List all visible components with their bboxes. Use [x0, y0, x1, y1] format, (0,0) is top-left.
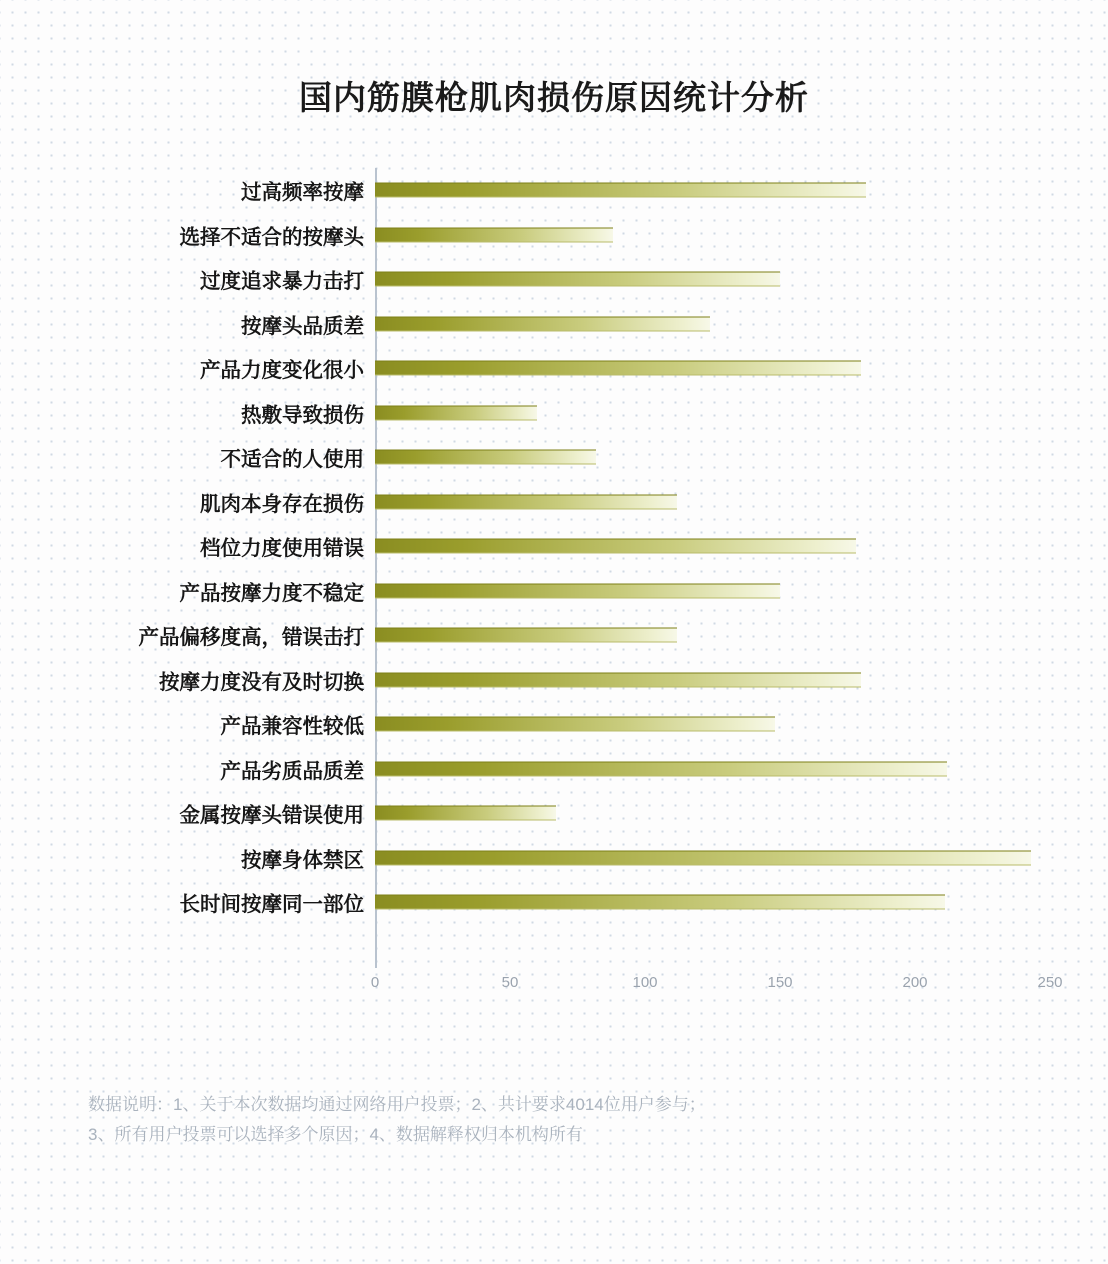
bar-track	[375, 257, 1050, 302]
x-axis	[370, 974, 1063, 1000]
bar-track	[375, 480, 1050, 525]
bar	[375, 361, 861, 376]
x-tick-label: 50	[501, 974, 519, 991]
category-label: 按摩头品质差	[241, 314, 364, 338]
bar-track	[375, 791, 1050, 836]
category-label: 按摩身体禁区	[241, 848, 364, 872]
category-label: 产品劣质品质差	[220, 759, 364, 783]
bar	[375, 672, 861, 687]
category-label: 肌肉本身存在损伤	[200, 492, 364, 516]
x-tick-label: 250	[1037, 974, 1063, 991]
x-tick-label: 150	[767, 974, 793, 991]
bar-row	[60, 213, 1050, 258]
bar-row	[60, 257, 1050, 302]
bar	[375, 628, 677, 643]
bar-row	[60, 391, 1050, 436]
bar	[375, 316, 710, 331]
bar-row	[60, 747, 1050, 792]
bar-track	[375, 747, 1050, 792]
category-label: 产品按摩力度不稳定	[179, 581, 364, 605]
bar-row	[60, 480, 1050, 525]
bar-row	[60, 613, 1050, 658]
x-tick-label: 0	[370, 974, 380, 991]
footnote-line-1: 数据说明：1、关于本次数据均通过网络用户投票；2、共计要求4014位用户参与；	[88, 1095, 706, 1114]
category-label: 选择不适合的按摩头	[179, 225, 364, 249]
bar-row	[60, 302, 1050, 347]
category-label: 档位力度使用错误	[200, 537, 364, 561]
bar-track	[375, 524, 1050, 569]
bar-track	[375, 302, 1050, 347]
bar	[375, 895, 945, 910]
bar-track	[375, 702, 1050, 747]
bar-row	[60, 702, 1050, 747]
bar	[375, 272, 780, 287]
footnote-line-2: 3、所有用户投票可以选择多个原因；4、数据解释权归本机构所有	[88, 1124, 583, 1144]
bar-row	[60, 658, 1050, 703]
bar-row	[60, 524, 1050, 569]
bar-row	[60, 346, 1050, 391]
bar	[375, 761, 947, 776]
bar-track	[375, 658, 1050, 703]
category-label: 过度追求暴力击打	[200, 270, 364, 294]
bar	[375, 717, 775, 732]
plot-area	[60, 168, 1063, 991]
x-tick-label: 200	[902, 974, 928, 991]
bar-row	[60, 569, 1050, 614]
bar-track	[375, 613, 1050, 658]
bar-row	[60, 435, 1050, 480]
bar	[375, 539, 856, 554]
bar-track	[375, 213, 1050, 258]
category-label: 金属按摩头错误使用	[179, 804, 364, 828]
category-label: 产品力度变化很小	[200, 359, 364, 383]
bar-track	[375, 168, 1050, 213]
bar-track	[375, 569, 1050, 614]
bar-row	[60, 880, 1050, 925]
bar-row	[60, 168, 1050, 213]
bar-track	[375, 836, 1050, 881]
category-label: 热敷导致损伤	[241, 403, 364, 427]
category-label: 按摩力度没有及时切换	[159, 670, 364, 694]
category-label: 产品偏移度高，错误击打	[138, 626, 364, 650]
chart-title: 国内筋膜枪肌肉损伤原因统计分析	[299, 79, 809, 116]
bar	[375, 183, 866, 198]
bar-track	[375, 391, 1050, 436]
bar	[375, 850, 1031, 865]
footnote	[88, 1090, 1028, 1150]
bar	[375, 583, 780, 598]
bar-row	[60, 791, 1050, 836]
bar	[375, 227, 613, 242]
bar-track	[375, 346, 1050, 391]
bar-rows	[60, 168, 1050, 925]
bar-row	[60, 836, 1050, 881]
bar	[375, 450, 596, 465]
bar-track	[375, 435, 1050, 480]
bar-track	[375, 880, 1050, 925]
bar	[375, 494, 677, 509]
bar	[375, 806, 556, 821]
bar	[375, 405, 537, 420]
category-label: 长时间按摩同一部位	[179, 893, 364, 917]
category-label: 不适合的人使用	[220, 448, 364, 472]
category-label: 产品兼容性较低	[220, 715, 364, 739]
x-tick-label: 100	[632, 974, 658, 991]
category-label: 过高频率按摩	[241, 181, 364, 205]
